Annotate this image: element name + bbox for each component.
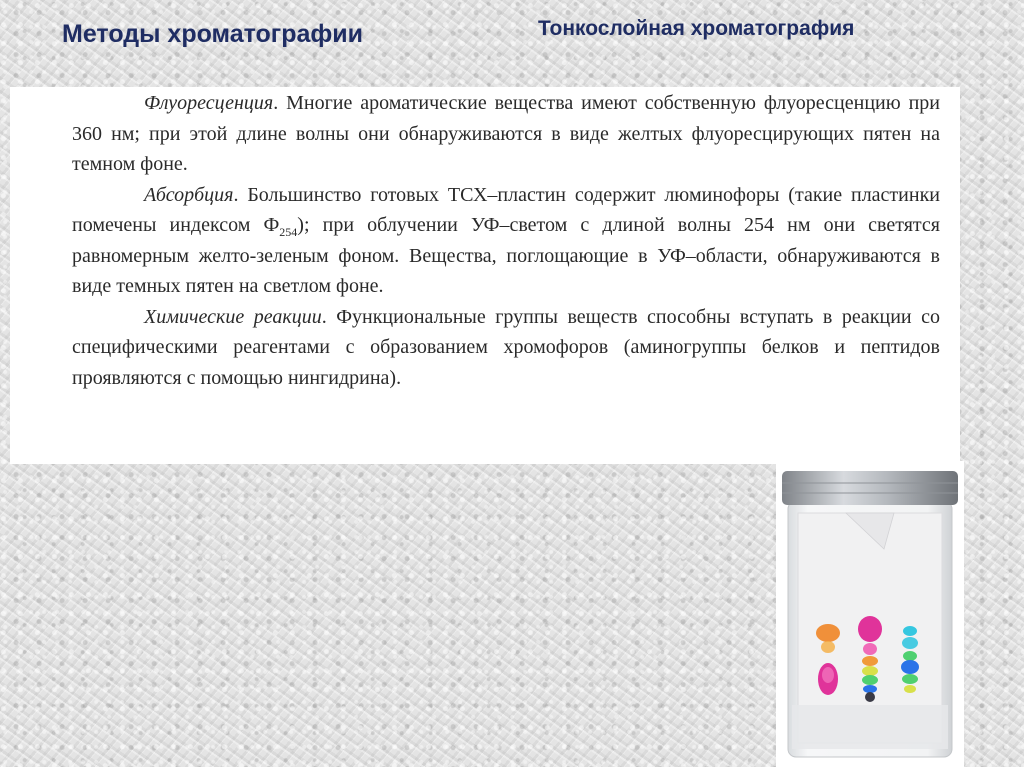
paragraph-absorption-body-a: . Большинство готовых ТСХ–пластин содержит люминофоры (такие пластинки помечены индексом Ф bbox=[72, 183, 940, 236]
paragraph-chemical-reactions bbox=[72, 302, 940, 394]
paragraph-fluorescence bbox=[72, 88, 940, 180]
paragraph-absorption-body-b: ); при облучении УФ–светом с длиной волны 254 нм они светятся равномерным желто-зеленым фоном. Вещества, поглощающие в УФ–области, обнаруживаются в виде темных пятен на светлом фоне. bbox=[72, 214, 940, 297]
page-subtitle: Тонкослойная хроматография bbox=[538, 17, 855, 40]
paragraph-chemical-reactions-body: . Функциональные группы веществ способны вступать в реакции со специфическими реагентами с образованием хромофоров (аминогруппы белков и пептидов проявляются с помощью нингидрина). bbox=[72, 305, 941, 389]
index-subscript: 254 bbox=[279, 225, 298, 239]
tlc-chamber-icon bbox=[776, 461, 964, 767]
paragraph-fluorescence-body: . Многие ароматические вещества имеют собственную флуоресценцию при 360 нм; при этой длине волны они обнаруживаются в виде желтых флуоресцирующих пятен на темном фоне. bbox=[72, 92, 940, 175]
term-absorption: Абсорбция bbox=[144, 183, 234, 206]
text-body bbox=[72, 88, 940, 393]
page-title: Методы хроматографии bbox=[62, 20, 363, 48]
term-chemical-reactions: Химические реакции bbox=[144, 305, 322, 328]
tlc-chamber-photo bbox=[776, 461, 964, 767]
paragraph-absorption bbox=[72, 180, 940, 302]
term-fluorescence: Флуоресценция bbox=[144, 92, 274, 114]
text-panel bbox=[10, 87, 960, 464]
